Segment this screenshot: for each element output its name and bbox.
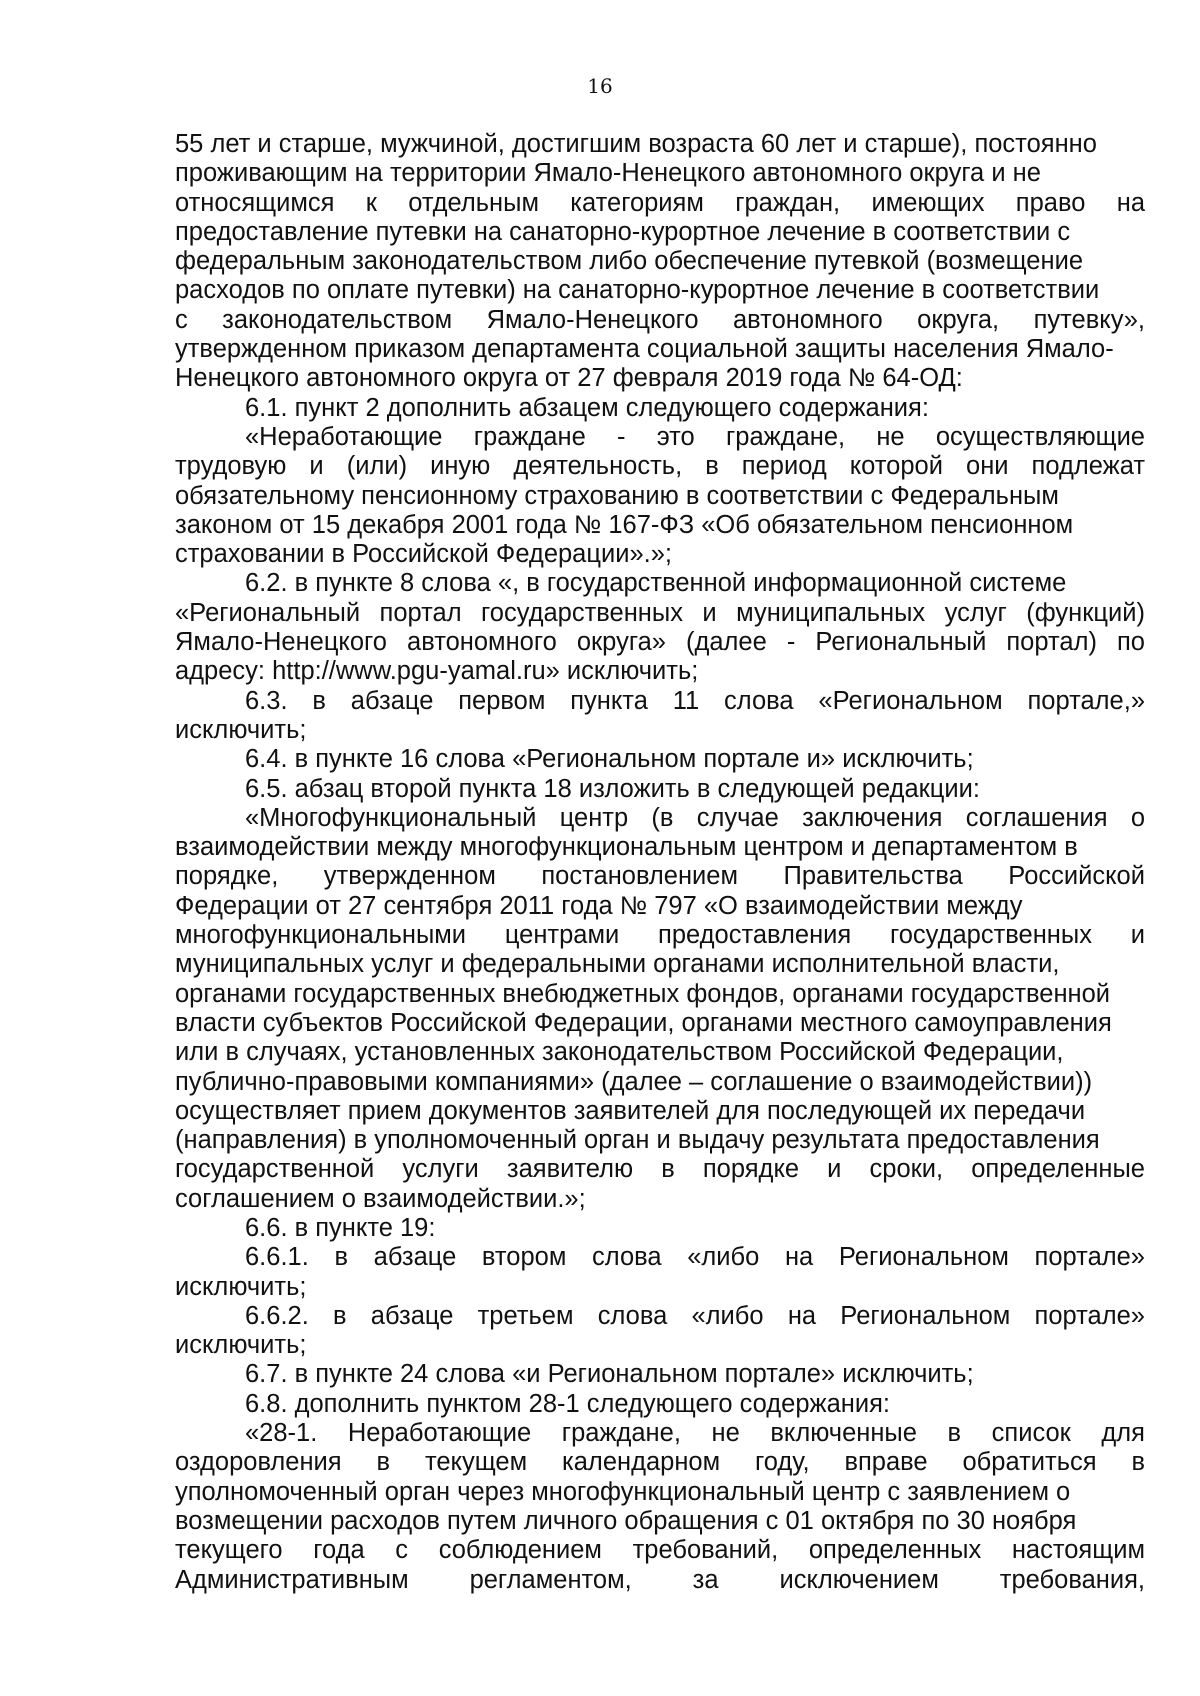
text-line: взаимодействии между многофункциональным центром и департаментом в (175, 833, 1078, 862)
text-line: Федерации от 27 сентября 2011 года № 797 «О взаимодействии между (175, 891, 1023, 920)
text-line: власти субъектов Российской Федерации, органами местного самоуправления (175, 1008, 1112, 1037)
text-line: федеральным законодательством либо обеспечение путевкой (возмещение (175, 247, 1084, 276)
text-line: адресу: http://www.pgu-yamal.ru» исключить; (175, 657, 699, 686)
text-line: Ямало-Ненецкого автономного округа» (далее - Региональный портал) по (175, 628, 1145, 657)
text-line: публично-правовыми компаниями» (далее – соглашение о взаимодействии)) (175, 1067, 1093, 1096)
text-line: 55 лет и старше, мужчиной, достигшим возраста 60 лет и старше), постоянно (175, 130, 1097, 158)
text-line: исключить; (175, 715, 307, 744)
text-line: страховании в Российской Федерации».»; (175, 540, 672, 569)
text-line: 6.7. в пункте 24 слова «и Региональном портале» исключить; (245, 1360, 974, 1389)
text-line: осуществляет прием документов заявителей для последующей их передачи (175, 1096, 1086, 1125)
text-line: оздоровления в текущем календарном году, вправе обратиться в (175, 1448, 1145, 1477)
document-body-text (175, 130, 1145, 1595)
text-line: 6.6. в пункте 19: (245, 1213, 436, 1242)
text-line: законом от 15 декабря 2001 года № 167-ФЗ «Об обязательном пенсионном (175, 510, 1074, 539)
text-line: утвержденном приказом департамента социальной защиты населения Ямало- (175, 335, 1114, 364)
text-line: возмещении расходов путем личного обращения с 01 октября по 30 ноября (175, 1506, 1077, 1535)
text-line: «Многофункциональный центр (в случае заключения соглашения о (245, 803, 1145, 832)
text-line: Ненецкого автономного округа от 27 февраля 2019 года № 64-ОД: (175, 364, 963, 393)
text-line: 6.6.2. в абзаце третьем слова «либо на Региональном портале» (245, 1301, 1145, 1330)
text-line: обязательному пенсионному страхованию в соответствии с Федеральным (175, 481, 1059, 510)
text-line: муниципальных услуг и федеральными органами исполнительной власти, (175, 950, 1060, 979)
text-line: трудовую и (или) иную деятельность, в период которой они подлежат (175, 452, 1145, 481)
text-line: 6.1. пункт 2 дополнить абзацем следующего содержания: (245, 393, 929, 422)
text-line: «28-1. Неработающие граждане, не включенные в список для (245, 1419, 1145, 1448)
text-line: уполномоченный орган через многофункциональный центр с заявлением о (175, 1477, 1071, 1506)
text-line: или в случаях, установленных законодательством Российской Федерации, (175, 1038, 1064, 1067)
page-number: 16 (587, 74, 613, 98)
text-line: проживающим на территории Ямало-Ненецкого автономного округа и не (175, 159, 1041, 188)
text-line: предоставление путевки на санаторно-курортное лечение в соответствии с (175, 217, 1071, 246)
text-line: (направления) в уполномоченный орган и выдачу результата предоставления (175, 1126, 1100, 1155)
text-line: с законодательством Ямало-Ненецкого автономного округа, путевку», (175, 305, 1145, 334)
text-line: текущего года с соблюдением требований, определенных настоящим (175, 1536, 1145, 1565)
text-line: соглашением о взаимодействии.»; (175, 1184, 586, 1213)
text-line: государственной услуги заявителю в порядке и сроки, определенные (175, 1155, 1145, 1184)
text-line: расходов по оплате путевки) на санаторно-курортное лечение в соответствии (175, 276, 1100, 305)
text-line: 6.8. дополнить пунктом 28-1 следующего содержания: (245, 1389, 891, 1418)
text-line: исключить; (175, 1331, 307, 1360)
text-line: 6.4. в пункте 16 слова «Региональном портале и» исключить; (245, 745, 974, 774)
text-line: относящимся к отдельным категориям граждан, имеющих право на (175, 188, 1145, 217)
text-line: 6.6.1. в абзаце втором слова «либо на Региональном портале» (245, 1243, 1145, 1272)
text-line: 6.5. абзац второй пункта 18 изложить в следующей редакции: (245, 774, 980, 803)
text-line: 6.2. в пункте 8 слова «, в государственной информационной системе (245, 569, 1067, 598)
text-line: многофункциональными центрами предоставления государственных и (175, 921, 1145, 950)
text-line: «Неработающие граждане - это граждане, не осуществляющие (245, 422, 1145, 451)
text-line: 6.3. в абзаце первом пункта 11 слова «Региональном портале,» (245, 686, 1145, 715)
text-line: порядке, утвержденном постановлением Правительства Российской (175, 862, 1145, 891)
text-line: «Региональный портал государственных и муниципальных услуг (функций) (175, 598, 1145, 627)
text-line: исключить; (175, 1272, 307, 1301)
text-line: Административным регламентом, за исключением требования, (175, 1565, 1145, 1594)
text-line: органами государственных внебюджетных фондов, органами государственной (175, 979, 1111, 1008)
